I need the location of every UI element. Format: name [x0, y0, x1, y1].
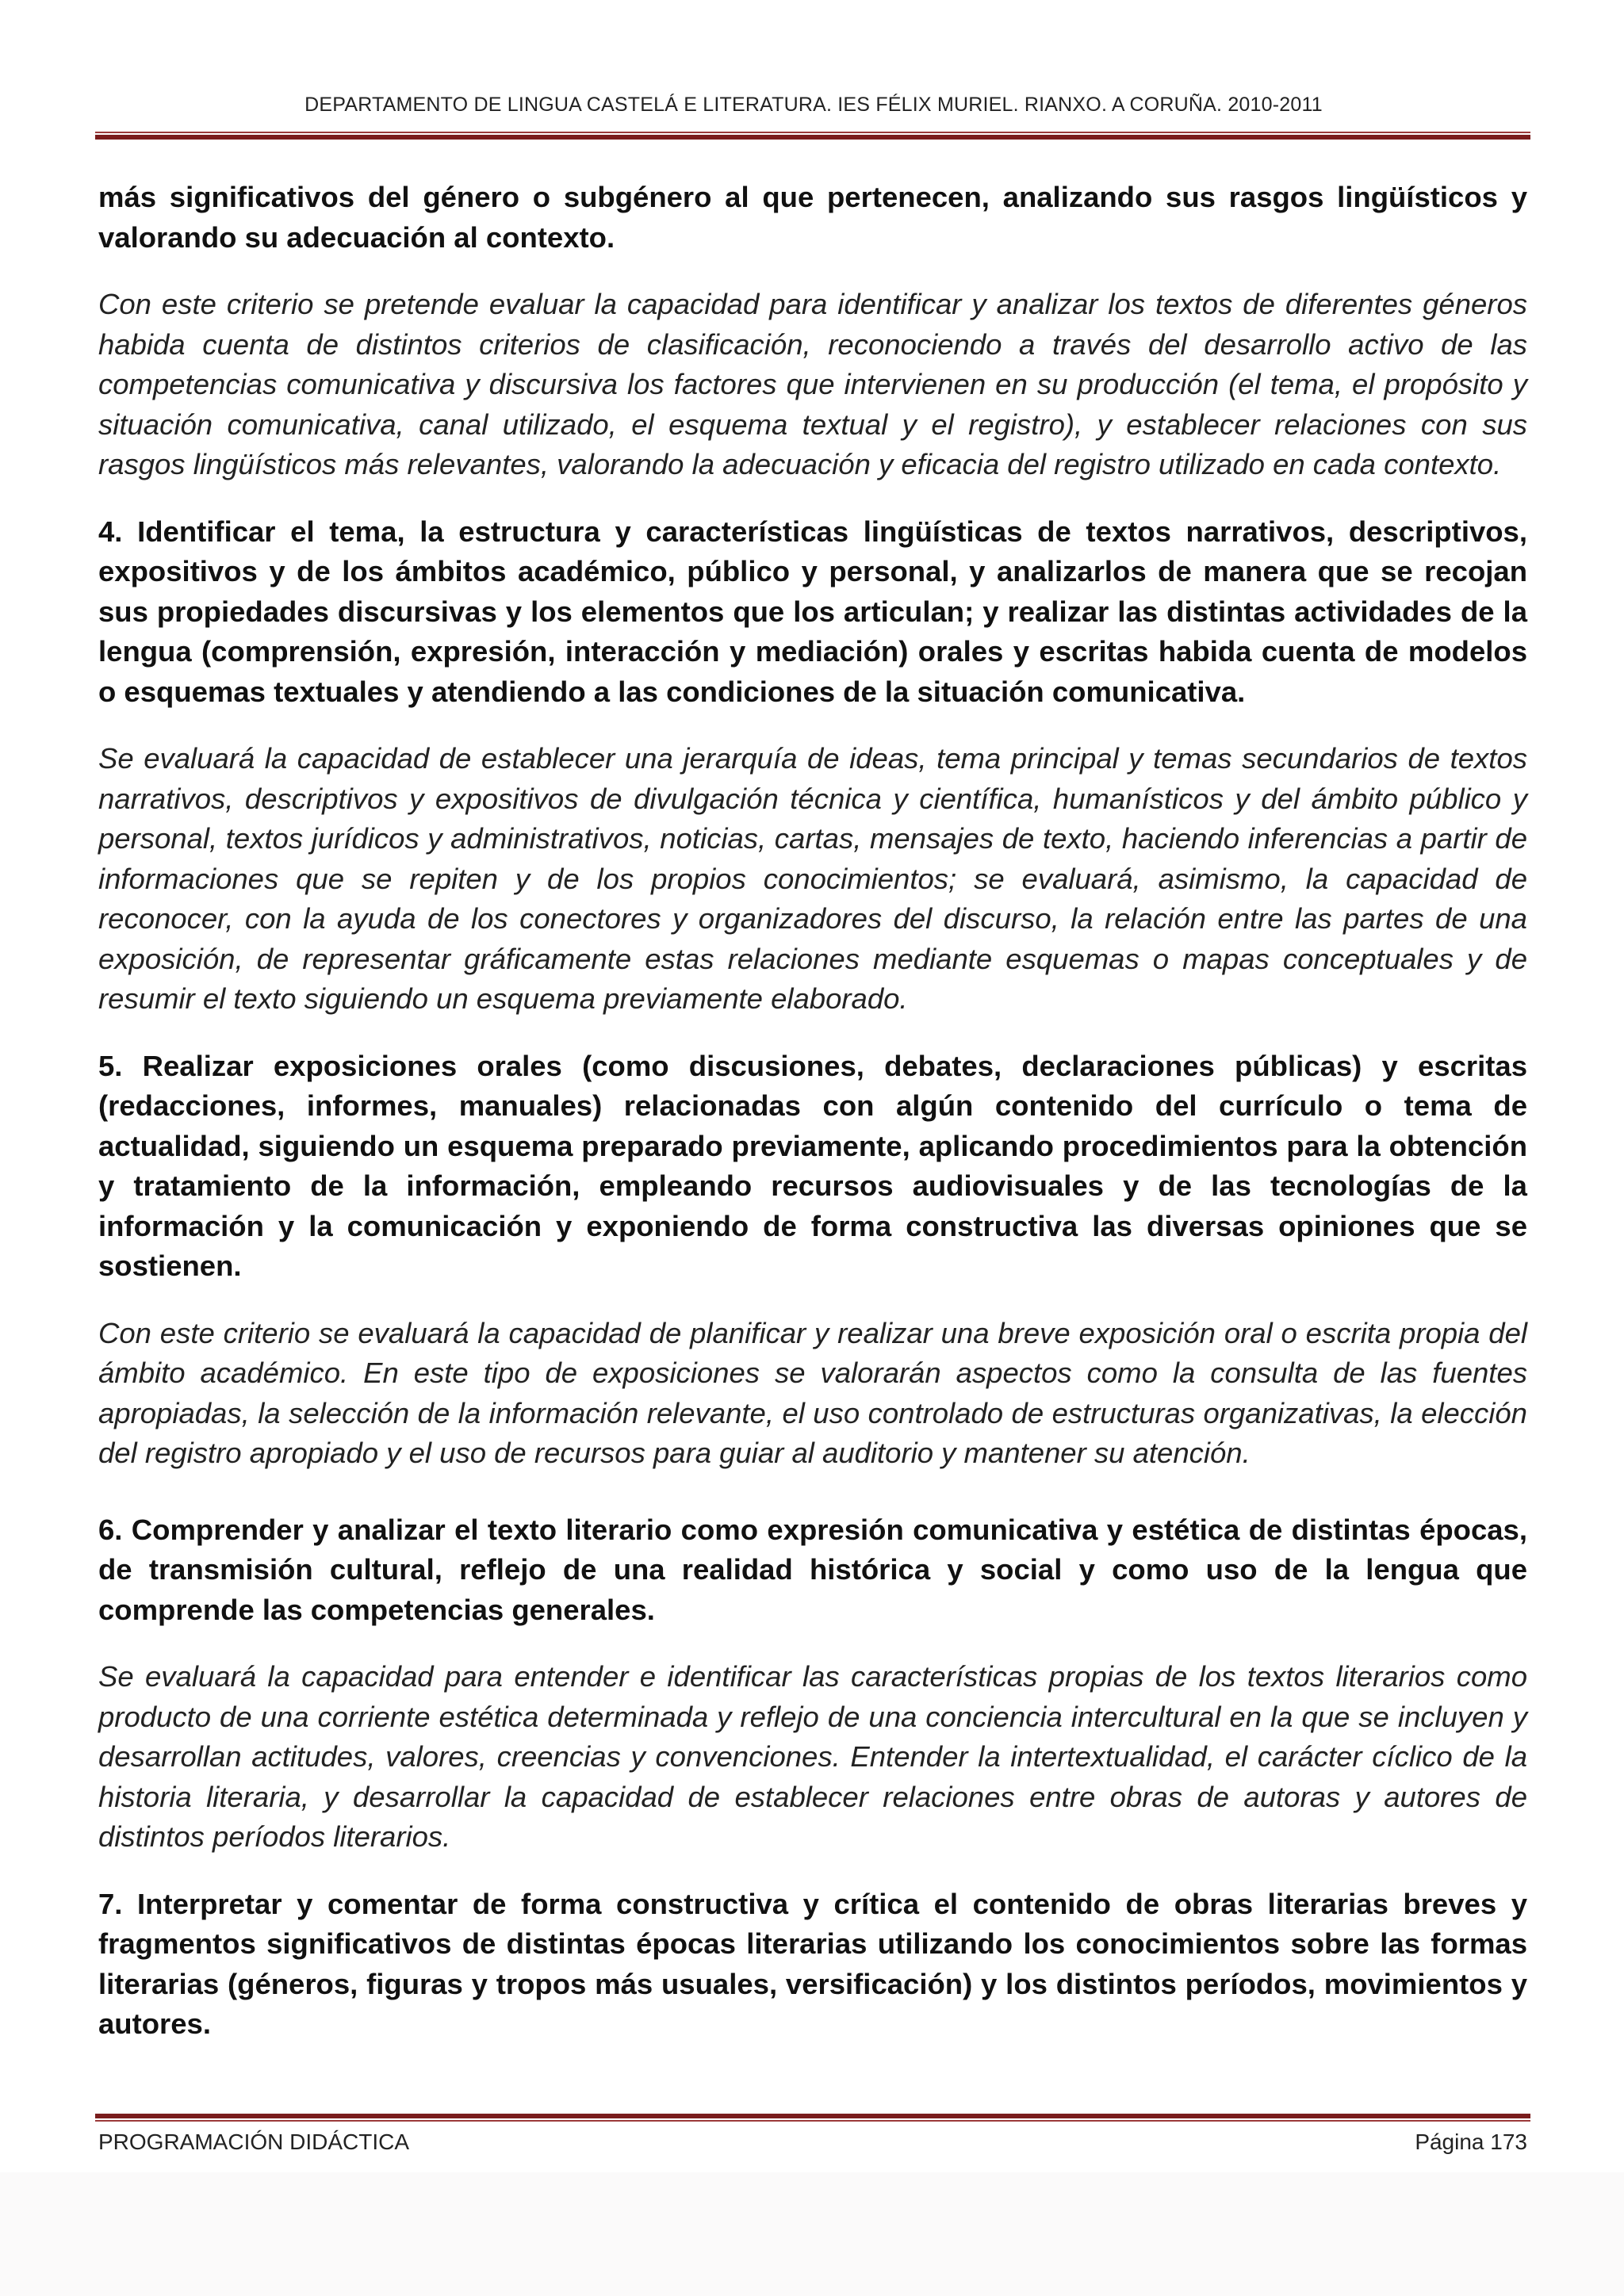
footer-rule-thin: [95, 2120, 1530, 2122]
header-rule-thick: [95, 135, 1530, 140]
header-rule-thin: [95, 132, 1530, 133]
criterion-5-description: Con este criterio se evaluará la capacidad de planificar y realizar una breve exposición oral o escrita propia del ámbito académico. En este tipo de exposiciones se valorarán aspectos como la consulta de las fuentes apropiadas, la selección de la información relevante, el uso controlado de estructuras organizativas, la elección del registro apropiado y el uso de recursos para guiar al auditorio y mantener su atención.: [98, 1316, 1527, 1469]
criterion-4: 4. Identificar el tema, la estructura y características lingüísticas de textos narrativos, descriptivos, expositivos y de los ámbitos académico, público y personal, y analizarlos de manera que se recojan sus propiedades discursivas y los elementos que los articulan; y realizar las distintas actividades de la lengua (comprensión, expresión, interacción y mediación) orales y escritas habida cuenta de modelos o esquemas textuales y atendiendo a las condiciones de la situación comunicativa.: [98, 515, 1527, 708]
criterion-continuation: más significativos del género o subgénero al que pertenecen, analizando sus rasgos lingüísticos y valorando su adecuación al contexto.: [98, 181, 1527, 254]
criterion-5: 5. Realizar exposiciones orales (como discusiones, debates, declaraciones públicas) y escritas (redacciones, informes, manuales) relacionadas con algún contenido del currículo o tema de actualidad, siguiendo un esquema preparado previamente, aplicando procedimientos para la obtención y tratamiento de la información, empleando recursos audiovisuales y de las tecnologías de la información y la comunicación y exponiendo de forma constructiva las diversas opiniones que se sostienen.: [98, 1049, 1527, 1282]
page-content: [98, 178, 1527, 2045]
footer-rule-thick: [95, 2114, 1530, 2118]
page-header: DEPARTAMENTO DE LINGUA CASTELÁ E LITERATURA. IES FÉLIX MURIEL. RIANXO. A CORUÑA. 2010-2011: [304, 94, 1323, 116]
criterion-6-description: Se evaluará la capacidad para entender e identificar las características propias de los textos literarios como producto de una corriente estética determinada y reflejo de una conciencia intercultural en la que se incluyen y desarrollan actitudes, valores, creencias y convenciones. Entender la intertextualidad, el carácter cíclico de la historia literaria, y desarrollar la capacidad de establecer relaciones entre obras de autoras y autores de distintos períodos literarios.: [98, 1660, 1527, 1853]
footer-title: PROGRAMACIÓN DIDÁCTICA: [98, 2130, 410, 2154]
criterion-3-description: Con este criterio se pretende evaluar la capacidad para identificar y analizar los textos de diferentes géneros habida cuenta de distintos criterios de clasificación, reconociendo a través del desarrollo activo de las competencias comunicativa y discursiva los factores que intervienen en su producción (el tema, el propósito y situación comunicativa, canal utilizado, el esquema textual y el registro), y establecer relaciones con sus rasgos lingüísticos más relevantes, valorando la adecuación y eficacia del registro utilizado en cada contexto.: [98, 288, 1527, 480]
criterion-7: 7. Interpretar y comentar de forma constructiva y crítica el contenido de obras literarias breves y fragmentos significativos de distintas épocas literarias utilizando los conocimientos sobre las formas literarias (géneros, figuras y tropos más usuales, versificación) y los distintos períodos, movimientos y autores.: [98, 1887, 1527, 2040]
page-bottom-band: [0, 2172, 1624, 2296]
page-number: Página 173: [1415, 2130, 1527, 2154]
criterion-6: 6. Comprender y analizar el texto literario como expresión comunicativa y estética de distintas épocas, de transmisión cultural, reflejo de una realidad histórica y social y como uso de la lengua que comprende las competencias generales.: [98, 1513, 1527, 1626]
criterion-4-description: Se evaluará la capacidad de establecer una jerarquía de ideas, tema principal y temas secundarios de textos narrativos, descriptivos y expositivos de divulgación técnica y científica, humanísticos y del ámbito público y personal, textos jurídicos y administrativos, noticias, cartas, mensajes de texto, haciendo inferencias a partir de informaciones que se repiten y de los propios conocimientos; se evaluará, asimismo, la capacidad de reconocer, con la ayuda de los conectores y organizadores del discurso, la relación entre las partes de una exposición, de representar gráficamente estas relaciones mediante esquemas o mapas conceptuales y de resumir el texto siguiendo un esquema previamente elaborado.: [98, 742, 1527, 1015]
